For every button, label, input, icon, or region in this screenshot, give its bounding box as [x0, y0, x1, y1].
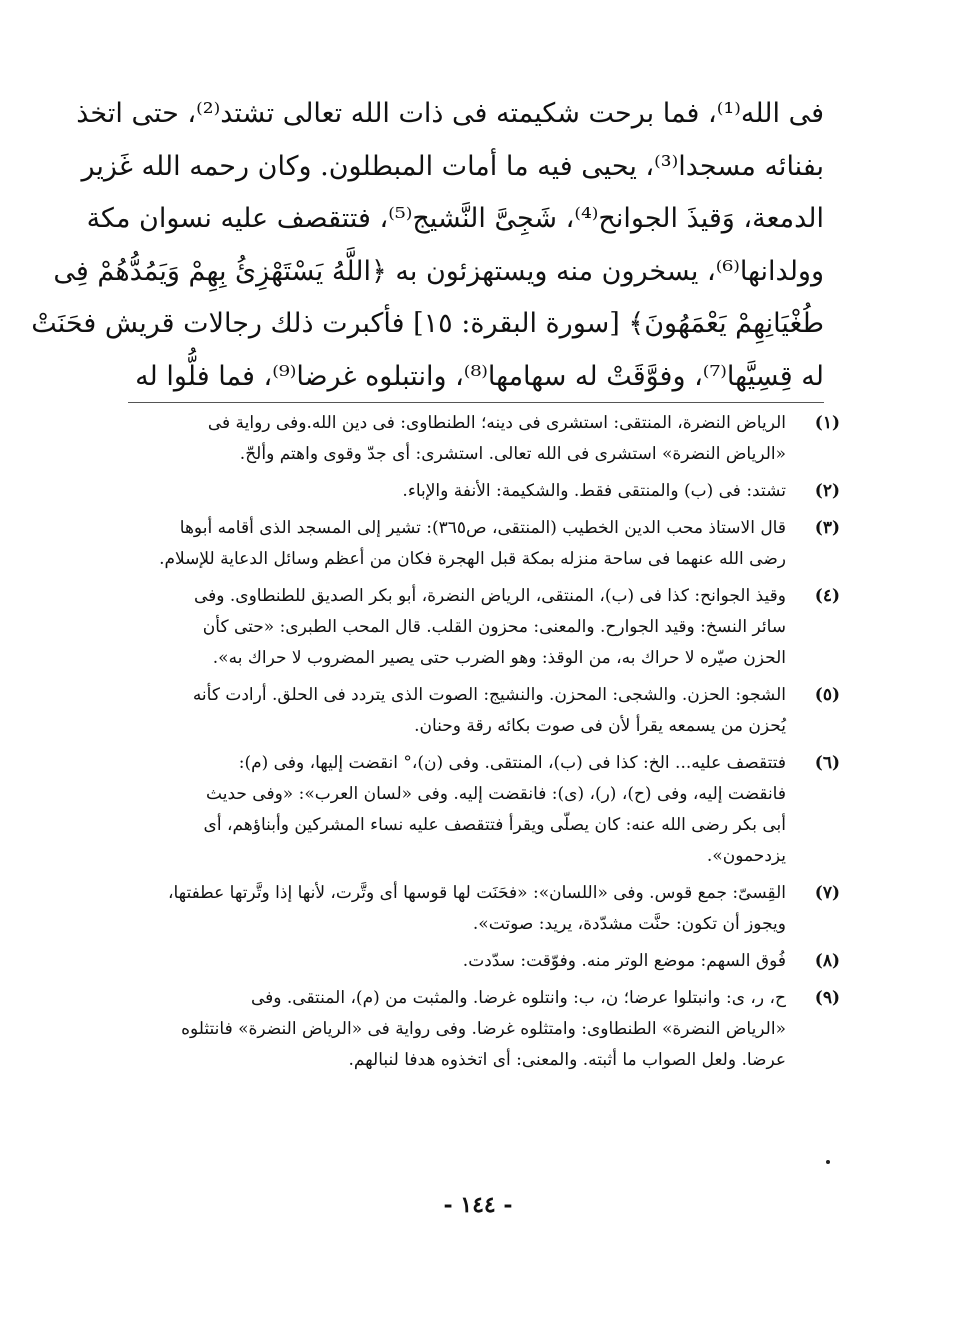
stray-dot-mark	[826, 1160, 830, 1164]
footnote	[128, 748, 840, 872]
footnote-number: (٦)	[814, 753, 840, 773]
footnote-number: (٤)	[814, 586, 840, 606]
footnote	[128, 946, 840, 977]
footnote-number: (٣)	[814, 518, 840, 538]
footnote	[128, 476, 840, 507]
footnote-body	[128, 476, 794, 507]
footnote-number: (١)	[814, 413, 840, 433]
main-text-line: الدمعة، وَقيذَ الجوانح⁽⁴⁾، شَجِىَّ النَّشيج⁽⁵⁾، فتتقصف عليه نسوان مكة	[86, 203, 824, 234]
footnote-body	[128, 513, 794, 575]
footnote-line: تشتد: فى (ب) والمنتقى فقط. والشكيمة: الأنفة والإباء.	[402, 481, 786, 501]
main-text-line: طُغْيَانِهِمْ يَعْمَهُونَ﴾ [سورة البقرة: ١٥] فأكبرت ذلك رجالات قريش فحَنَتْ	[31, 308, 824, 339]
footnote-line: الشجو: الحزن. والشجى: المحزن. والنشيج: الصوت الذى يتردد فى الحلق. أرادت كأنه	[192, 685, 786, 705]
footnote-line: ويجوز أن تكون: حنَّت مشدّدة، يريد: صوتت».	[472, 914, 786, 934]
footnote-line: الحزن صيّره لا حراك به، من الوقذ: وهو الضرب حتى يصير المضروب لا حراك به».	[212, 648, 786, 668]
footnote	[128, 513, 840, 575]
footnote-line: وقيذ الجوانح: كذا فى (ب)، المنتقى، الرياض النضرة، أبو بكر الصديق للطنطاوى. وفى	[193, 586, 786, 606]
footnote-number: (٨)	[814, 951, 840, 971]
footnote-line: قال الاستاذ محب الدين الخطيب (المنتقى، ص٣٦٥): تشير إلى المسجد الذى أقامه أبوها	[179, 518, 786, 538]
footnote-number: (٥)	[814, 685, 840, 705]
footnote-line: ح، ر، ى: وانبتلوا عرضا؛ ن، ب: وانتلوه غرضا. والمثبت من (م)، المنتقى. وفى	[250, 988, 786, 1008]
footnote-line: «الرياض النضرة» استشرى فى الله تعالى. استشرى: أى جدّ وقوى واهتم وألحّ.	[239, 444, 786, 464]
footnote-line: الرياض النضرة، المنتقى: استشرى فى دينه؛ الطنطاوى: فى دين الله.وفى رواية فى	[207, 413, 786, 433]
footnote-body	[128, 946, 794, 977]
footnote-body	[128, 680, 794, 742]
main-text-line: وولدانها⁽⁶⁾، يسخرون منه ويستهزئون به ﴿اللَّهُ يَسْتَهْزِئُ بِهِمْ وَيَمُدُّهُمْ فِى	[53, 255, 824, 287]
footnote-number: (٩)	[814, 988, 840, 1008]
footnote	[128, 581, 840, 674]
main-text-block	[31, 88, 824, 403]
footnote-number: (٢)	[814, 481, 840, 501]
footnote-body	[128, 408, 794, 470]
footnote-line: فُوق السهم: موضع الوتر منه. وفوّقت: سدّدت.	[462, 951, 786, 971]
footnote-line: عرضا. ولعل الصواب ما أثبته. والمعنى: أى اتخذوه هدفا لنبالهم.	[348, 1050, 786, 1070]
footnote-line: يُحزن من يسمعه يقرأ لأن فى صوت بكائه رقة وحنان.	[414, 716, 786, 736]
footnote-line: سائر النسخ: وقيد الجوارح. والمعنى: محزون القلب. قال المحب الطبرى: «حتى كأن	[202, 617, 786, 637]
footnote-body	[128, 581, 794, 674]
footnote-line: يزدحمون».	[706, 846, 786, 866]
footnote-body	[128, 983, 794, 1076]
footnote-line: أبى بكر رضى الله عنه: كان يصلّى ويقرأ فتتقصف عليه نساء المشركين وأبناؤهم، أى	[203, 815, 786, 835]
footnote-body	[128, 748, 794, 872]
footnote-number: (٧)	[814, 883, 840, 903]
footnote-body	[128, 878, 794, 940]
footnote	[128, 408, 840, 470]
footnote	[128, 680, 840, 742]
footnote-separator	[128, 402, 824, 403]
footnote-line: رضى الله عنهما فى ساحة منزله بمكة قبل الهجرة فكان من أعظم وسائل الدعاية للإسلام.	[159, 549, 786, 569]
footnotes-block	[128, 408, 840, 1082]
main-text-line: له قِسِيَّها⁽⁷⁾، وفوَّقَتْ له سهامها⁽⁸⁾، وانتبلوه غرضا⁽⁹⁾، فما فلُّوا له	[135, 360, 824, 392]
footnote-line: فتتقصف عليه... الخ: كذا فى (ب)، المنتقى. وفى (ن)،° انقضت إليها، وفى (م):	[238, 753, 786, 773]
footnote-line: «الرياض النضرة» الطنطاوى: وامتثلوه غرضا. وفى رواية فى «الرياض النضرة» فانتثلوه	[181, 1019, 786, 1039]
footnote-line: القِسىّ: جمع قوس. وفى «اللسان»: «فحَنَت لها قوسها أى وتَّرت، لأنها إذا وتَّرتها عطفتها،	[167, 883, 786, 903]
footnote	[128, 983, 840, 1076]
page-number: - ١٤٤ -	[443, 1192, 513, 1218]
footnote-line: فانقضت إليه، وفى (ح)، (ر)، (ى): فانقضت إليه. وفى «لسان العرب»: «وفى حديث	[206, 784, 786, 804]
main-text-line: بفنائه مسجدا⁽³⁾، يحيى فيه ما أمات المبطلون. وكان رحمه الله غَزير	[81, 150, 824, 182]
main-text-line: فى الله⁽¹⁾، فما برحت شكيمته فى ذات الله تعالى تشتد⁽²⁾، حتى اتخذ	[76, 98, 824, 129]
footnote	[128, 878, 840, 940]
